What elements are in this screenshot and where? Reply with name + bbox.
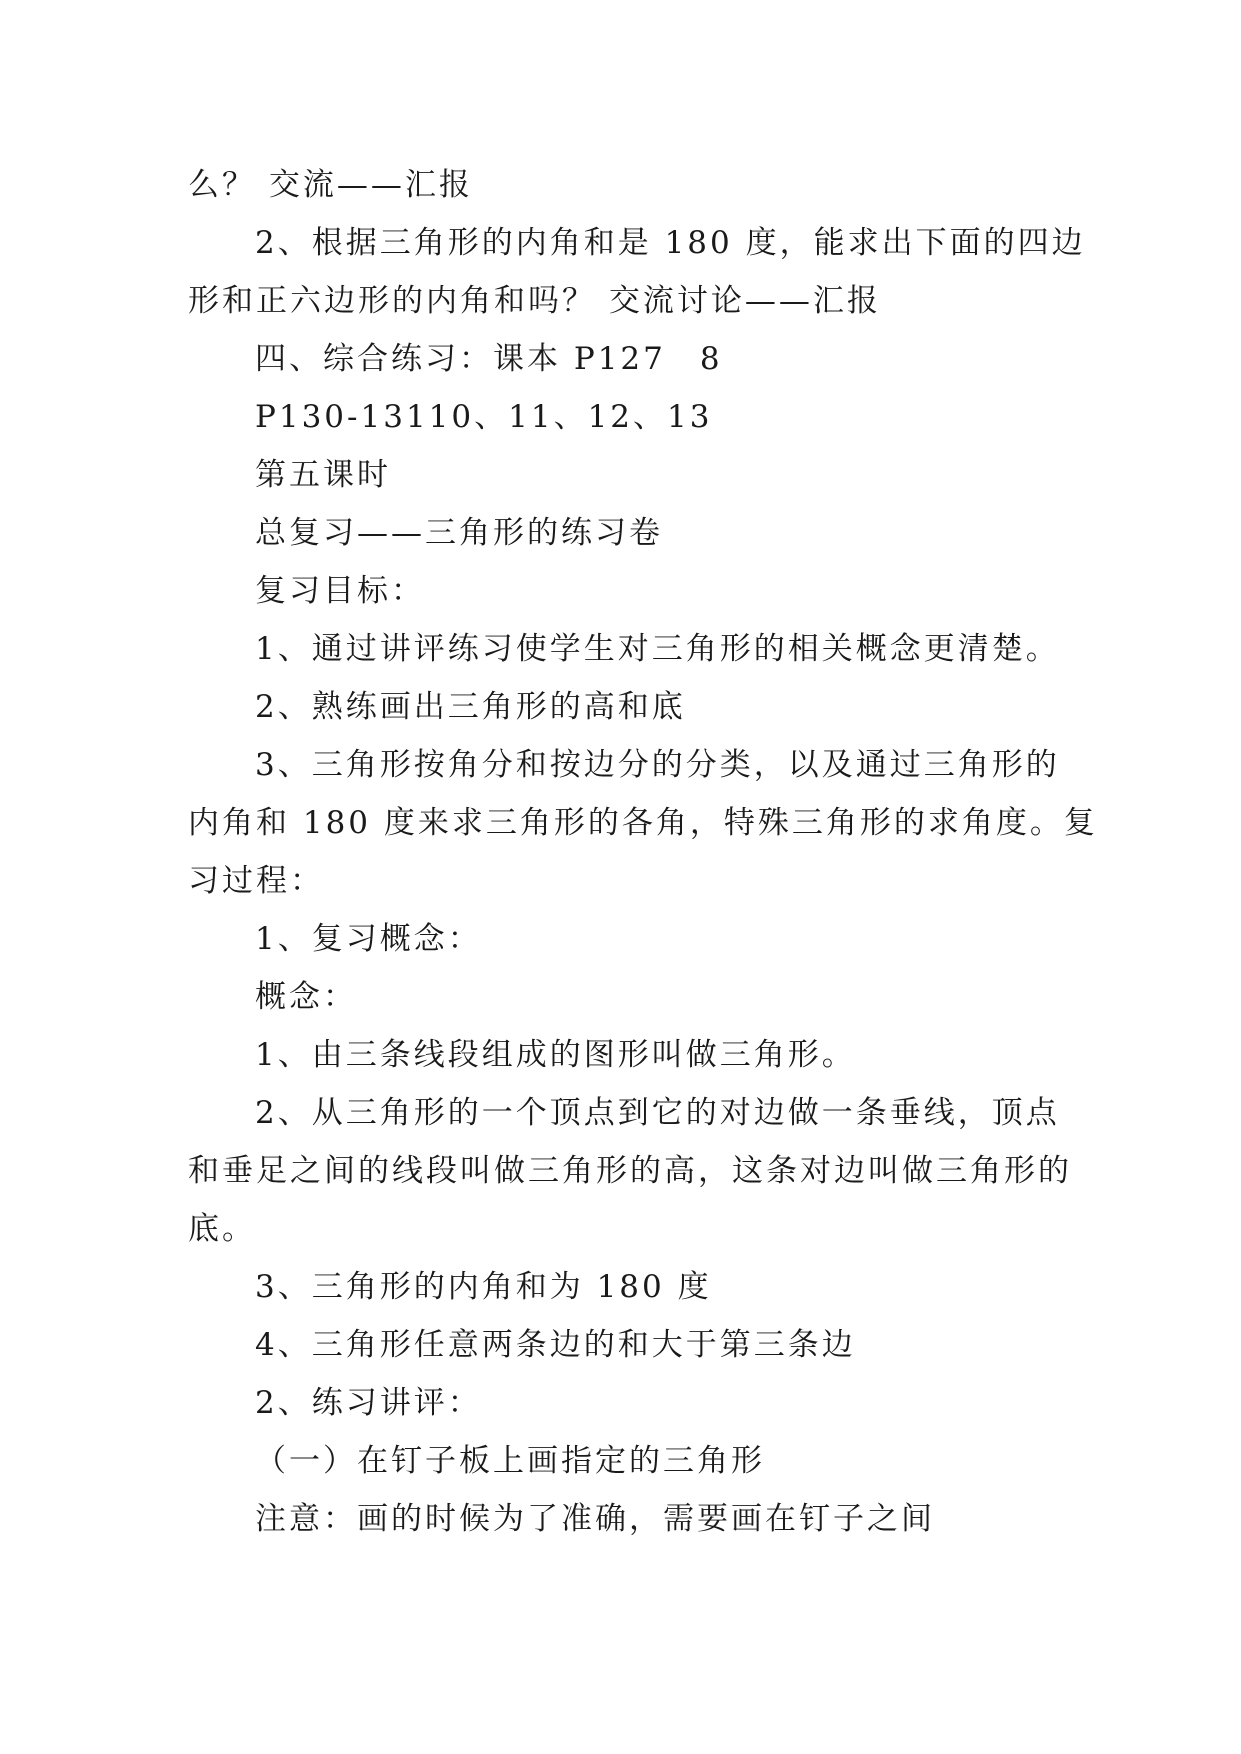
text-line: 2、练习讲评： — [255, 1385, 482, 1421]
text-line: P130-13110、11、12、13 — [255, 399, 713, 435]
text-line: 形和正六边形的内角和吗？ 交流讨论——汇报 — [188, 283, 881, 319]
document-body — [188, 156, 1098, 1548]
text-line: 2、根据三角形的内角和是 180 度，能求出下面的四边 — [255, 225, 1086, 261]
text-line: 3、三角形的内角和为 180 度 — [255, 1269, 712, 1305]
text-line: 底。 — [188, 1211, 256, 1247]
text-line: 1、通过讲评练习使学生对三角形的相关概念更清楚。 — [255, 631, 1060, 667]
text-line: 4、三角形任意两条边的和大于第三条边 — [255, 1327, 856, 1363]
text-line: 么？ 交流——汇报 — [188, 167, 473, 203]
text-line: 内角和 180 度来求三角形的各角，特殊三角形的求角度。复 — [188, 805, 1098, 841]
text-line: 1、复习概念： — [255, 921, 482, 957]
section-heading: 第五课时 — [255, 457, 391, 493]
text-line: 复习目标： — [255, 573, 425, 609]
text-line: 习过程： — [188, 863, 324, 899]
text-line: （一）在钉子板上画指定的三角形 — [255, 1443, 765, 1479]
text-line: 2、从三角形的一个顶点到它的对边做一条垂线，顶点 — [255, 1095, 1060, 1131]
section-title: 总复习——三角形的练习卷 — [255, 515, 663, 551]
text-line: 概念： — [255, 979, 357, 1015]
text-line: 注意：画的时候为了准确，需要画在钉子之间 — [255, 1501, 935, 1537]
text-line: 2、熟练画出三角形的高和底 — [255, 689, 686, 725]
text-line: 3、三角形按角分和按边分的分类，以及通过三角形的 — [255, 747, 1060, 783]
text-line: 四、综合练习：课本 P127 8 — [255, 341, 723, 377]
text-line: 和垂足之间的线段叫做三角形的高，这条对边叫做三角形的 — [188, 1153, 1072, 1189]
text-line: 1、由三条线段组成的图形叫做三角形。 — [255, 1037, 856, 1073]
